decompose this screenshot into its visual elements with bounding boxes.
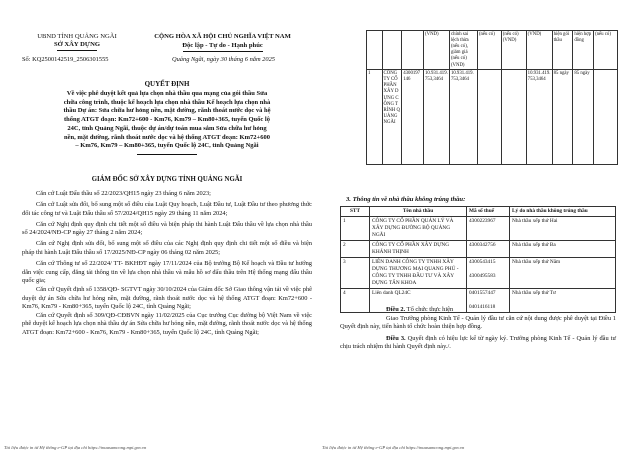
summary-line: 24C, tỉnh Quảng Ngãi, thuộc dự án/dự toán mua sắm Sửa chữa hư hỏng	[67, 124, 267, 132]
agency-line2: SỞ XÂY DỰNG	[53, 41, 101, 48]
cell-stt: 4	[341, 289, 370, 313]
decision-title: QUYẾT ĐỊNH	[144, 80, 190, 88]
result-table-row	[367, 70, 618, 165]
summary-line: thống ATGT đoạn: Km72+600 - Km76, Km79 – Km80+365, tuyến Quốc lộ	[64, 116, 270, 124]
cell-tax: 4300342756	[467, 241, 510, 258]
legal-bases	[22, 190, 312, 338]
cell-reason: Nhà thầu xếp thứ Ba	[510, 241, 616, 258]
col-header: (nếu có)	[477, 31, 501, 70]
col-header: hiện gói thầu	[552, 31, 573, 70]
cell: 1	[367, 70, 383, 165]
summary-line: Về việc phê duyệt kết quả lựa chọn nhà thầu qua mạng của gói thầu Sửa	[66, 90, 268, 97]
cell: CÔNG TY CỔ PHẦN XÂY DỰNG CÔNG TRÌNH QUẢNG NGÃI	[382, 70, 402, 165]
col-header: (VND)	[424, 31, 450, 70]
losing-bidders-header	[341, 207, 616, 217]
articles	[340, 306, 616, 352]
col-header: STT	[341, 207, 370, 217]
cell-name: CÔNG TY CỔ PHẦN QUẢN LÝ VÀ XÂY DỰNG ĐƯỜNG BỘ QUẢNG NGÃI	[370, 217, 467, 241]
col-header: (nếu có)	[594, 31, 618, 70]
nation-line2: Độc lập - Tự do - Hạnh phúc	[182, 42, 263, 49]
cell-name: CÔNG TY CỔ PHẦN XÂY DỰNG KHÁNH THỊNH	[370, 241, 467, 258]
cell-name: LIÊN DANH CÔNG TY TNHH XÂY DỰNG THƯƠNG MẠI QUANG PHÚ - CÔNG TY TNHH ĐẦU TƯ VÀ XÂY DỰNG TẤN KHOA	[370, 258, 467, 289]
table-row	[341, 217, 616, 241]
article-3	[340, 335, 616, 352]
table-row	[341, 258, 616, 289]
cell-stt: 3	[341, 258, 370, 289]
cell-tax: 0401557447 0401416118	[467, 289, 510, 313]
article-2-heading-text: Tổ chức thực hiện	[405, 306, 454, 313]
cell-reason: Nhà thầu xếp thứ Hai	[510, 217, 616, 241]
result-table-header	[367, 31, 618, 70]
legal-basis: Căn cứ Thông tư số 22/2024/ TT- BKHĐT ngày 17/11/2024 của Bộ trưởng Bộ Kế hoạch và Đầu tư hướng dẫn việc cung cấp, đăng tải thông tin về lựa chọn nhà thầu và mẫu hồ sơ đấu thầu trên Hệ thống mạng đấu thầu quốc gia;	[22, 260, 312, 285]
result-table	[366, 30, 618, 165]
summary-line: thầu Dự án: Sửa chữa hư hỏng nền, mặt đường, rãnh thoát nước dọc và hệ	[63, 107, 271, 115]
footer-right: Tài liệu được in từ Hệ thống e-GP tại địa chỉ https://muasamcong.mpi.gov.vn	[322, 445, 465, 450]
cell: 10.931.419.753,3464	[526, 70, 552, 165]
article-2-body: Giao Trưởng phòng Kinh Tế - Quản lý đầu tư căn cứ nội dung được phê duyệt tại Điều 1 Quyết định này, tiến hành tổ chức hoàn thiện hợp đồng.	[340, 314, 616, 331]
cell-name: Liên danh QL24C	[370, 289, 467, 313]
decision-summary	[22, 90, 312, 151]
agency-line1: UBND TỈNH QUẢNG NGÃI	[37, 33, 117, 40]
cell-tax: 4300223967	[467, 217, 510, 241]
col-header: Lý do nhà thầu không trúng thầu	[510, 207, 616, 217]
national-heading	[135, 32, 310, 50]
cell-stt: 2	[341, 241, 370, 258]
table-row	[341, 241, 616, 258]
col-header: Mã số thuế	[467, 207, 510, 217]
legal-basis: Căn cứ Quyết định số 309/QĐ-CĐBVN ngày 11/02/2025 của Cục trưởng Cục đường bộ Việt Nam về việc phê duyệt kế hoạch lựa chọn nhà thầu dự án Sửa chữa hư hỏng nền, mặt đường, rãnh thoát nước dọc và hệ thống ATGT đoạn: Km72+600 - Km76, Km79 - Km80+365, tuyến Quốc lộ 24C, tỉnh Quảng Ngãi;	[22, 311, 312, 336]
cell: 85 ngày	[573, 70, 594, 165]
col-header: (nếu có) (VND)	[501, 31, 526, 70]
col-header: hiện hợp đồng	[573, 31, 594, 70]
losing-bidders-table	[340, 206, 616, 313]
col-header: Tên nhà thầu	[370, 207, 467, 217]
document-number: Số: KQ2500142519_2506301555	[22, 56, 109, 63]
legal-basis: Căn cứ Luật sửa đổi, bổ sung một số điều của Luật Quy hoạch, Luật Đầu tư, Luật Đầu tư theo phương thức đối tác công tư và Luật Đấu thầu số 57/2024/QH15 ngày 29 tháng 11 năm 2024;	[22, 201, 312, 217]
cell: 85 ngày	[552, 70, 573, 165]
cell-reason: Nhà thầu xếp thứ Tư	[510, 289, 616, 313]
cell-tax: 4300543415 4300495583	[467, 258, 510, 289]
article-2-heading	[340, 306, 616, 315]
cell-stt: 1	[341, 217, 370, 241]
agency-name	[22, 33, 132, 49]
legal-basis: Căn cứ Luật Đấu thầu số 22/2023/QH15 ngày 23 tháng 6 năm 2023;	[36, 190, 211, 197]
summary-line: chữa công trình, thuộc kế hoạch lựa chọn nhà thầu Kế hoạch lựa chọn nhà	[63, 98, 271, 106]
cell: 4300197146	[402, 70, 424, 165]
cell-reason: Nhà thầu xếp thứ Năm	[510, 258, 616, 289]
col-header: (VND)	[526, 31, 552, 70]
article-3-label: Điều 3.	[386, 334, 406, 342]
legal-basis: Căn cứ Quyết định số 1358/QĐ- SGTVT ngày 30/10/2024 của Giám đốc Sở Giao thông vận tải về việc phê duyệt dự án Sửa chữa hư hỏng nền, mặt đường, rãnh thoát nước dọc và hệ thống ATGT đoạn: Km72+600 - Km76, Km79 - Km80+365, tuyến Quốc lộ 24C, tỉnh Quảng Ngãi;	[22, 285, 312, 311]
summary-line: – Km76, Km79 – Km80+365, tuyến Quốc lộ 24C, tỉnh Quảng Ngãi	[75, 142, 259, 150]
footer-left: Tài liệu được in từ Hệ thống e-GP tại địa chỉ https://muasamcong.mpi.gov.vn	[4, 445, 147, 450]
legal-basis: Căn cứ Nghị định quy định chi tiết một số điều và biện pháp thi hành Luật Đấu thầu về lựa chọn nhà thầu số 24/2024/NĐ-CP ngày 27 tháng 2 năm 2024;	[22, 220, 312, 237]
authority-heading: GIÁM ĐỐC SỞ XÂY DỰNG TỈNH QUẢNG NGÃI	[91, 176, 243, 183]
agency-underline	[57, 50, 97, 51]
section3-title: 3. Thông tin về nhà thầu không trúng thầu:	[346, 196, 466, 203]
cell: 10.931.419.753,3464	[424, 70, 450, 165]
nation-underline	[183, 51, 263, 52]
place-date: Quảng Ngãi, ngày 30 tháng 6 năm 2025	[172, 56, 275, 63]
article-2-label: Điều 2.	[386, 306, 406, 313]
cell	[477, 70, 501, 165]
summary-line: nền, mặt đường, rãnh thoát nước dọc và hệ thống ATGT đoạn: Km72+600	[64, 133, 270, 141]
legal-basis: Căn cứ Nghị định sửa đổi, bổ sung một số điều của các Nghị định quy định chi tiết một số điều và biện pháp thi hành Luật Đấu thầu số 17/2025/NĐ-CP ngày 06 tháng 02 năm 2025;	[22, 240, 312, 257]
cell	[501, 70, 526, 165]
cell: 10.931.419.753,3464	[449, 70, 477, 165]
summary-underline	[137, 154, 197, 155]
article-3-text: Quyết định có hiệu lực kể từ ngày ký. Trưởng phòng Kinh Tế - Quản lý đầu tư chịu trách nhiệm thi hành Quyết định này./.	[340, 334, 616, 351]
nation-line1: CỘNG HÒA XÃ HỘI CHỦ NGHĨA VIỆT NAM	[154, 33, 291, 40]
col-header: chính sai lệch thừa (nếu có), giảm giá (nếu có) (VND)	[449, 31, 477, 70]
cell	[594, 70, 618, 165]
